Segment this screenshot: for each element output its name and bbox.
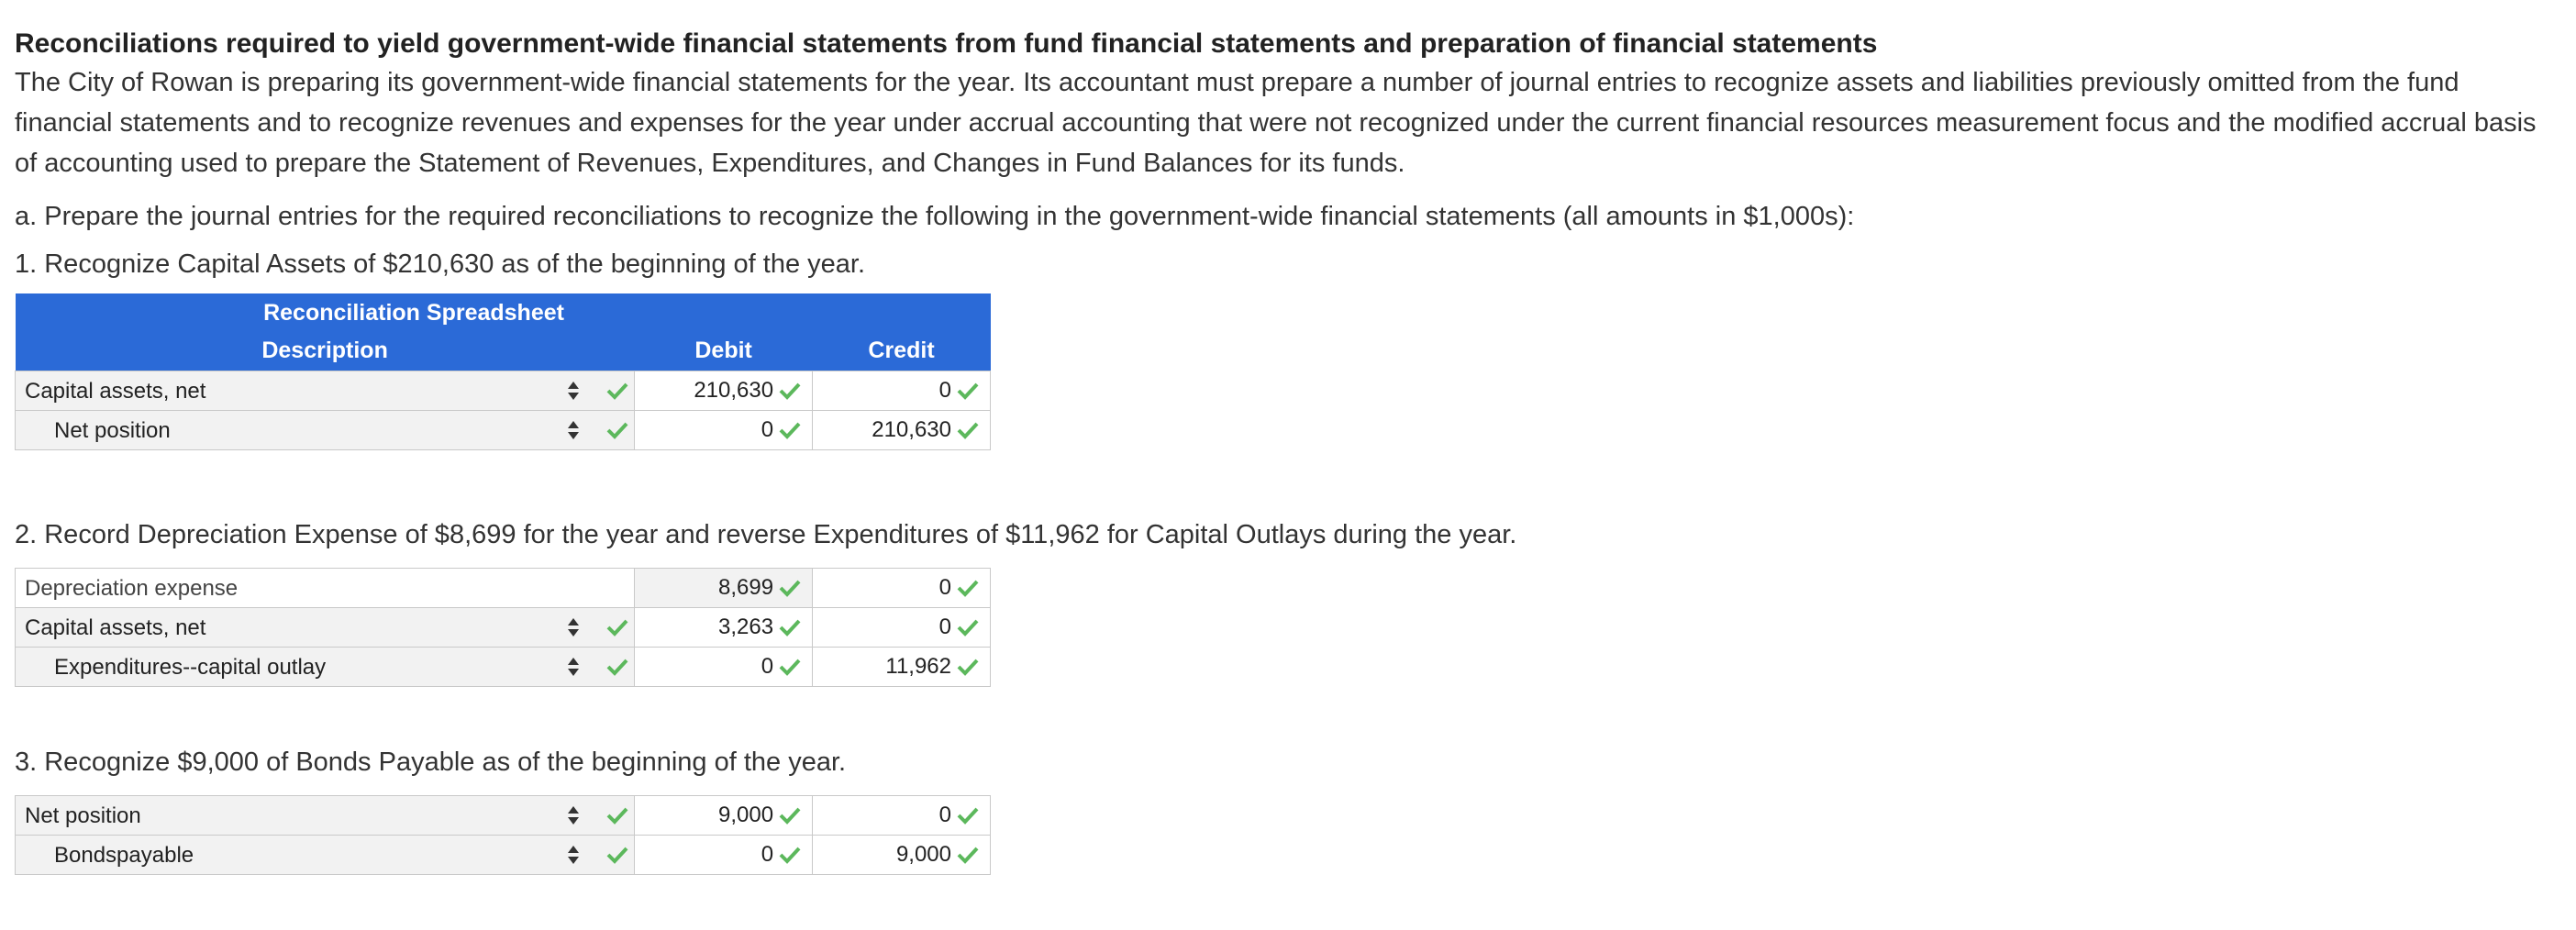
checkmark-icon	[779, 658, 801, 676]
debit-input[interactable]	[635, 647, 813, 686]
credit-value: 0	[938, 802, 951, 827]
credit-input[interactable]	[813, 410, 991, 449]
description-select[interactable]	[16, 607, 635, 647]
checkmark-icon	[779, 579, 801, 597]
credit-input[interactable]	[813, 835, 991, 874]
credit-value: 0	[938, 614, 951, 639]
spreadsheet-title: Reconciliation Spreadsheet	[16, 293, 813, 332]
debit-value: 0	[761, 841, 774, 867]
checkmark-icon	[779, 846, 801, 864]
debit-input[interactable]	[635, 568, 813, 607]
table-row	[16, 410, 991, 449]
reconciliation-table-1	[15, 293, 991, 450]
description-value: Depreciation expense	[25, 575, 239, 601]
description-select[interactable]	[16, 835, 635, 874]
credit-value: 9,000	[895, 841, 951, 867]
description-value: Bondspayable	[54, 842, 194, 868]
debit-value: 3,263	[718, 614, 774, 639]
table-row	[16, 795, 991, 835]
problem-heading: Reconciliations required to yield government-wide financial statements from fund financial statements and preparation of financial statements	[15, 28, 1878, 59]
sort-arrows-icon	[566, 616, 581, 638]
step1-title: 1. Recognize Capital Assets of $210,630 as of the beginning of the year.	[15, 249, 866, 279]
debit-input[interactable]	[635, 607, 813, 647]
checkmark-icon	[957, 658, 979, 676]
debit-value: 0	[761, 653, 774, 679]
checkmark-icon	[957, 421, 979, 439]
checkmark-icon	[606, 618, 628, 637]
debit-value: 210,630	[694, 377, 774, 403]
checkmark-icon	[606, 846, 628, 864]
credit-input[interactable]	[813, 795, 991, 835]
debit-value: 9,000	[718, 802, 774, 827]
description-value: Capital assets, net	[25, 614, 206, 640]
col-header-debit: Debit	[635, 332, 813, 371]
checkmark-icon	[779, 421, 801, 439]
sort-arrows-icon	[566, 656, 581, 678]
description-select[interactable]	[16, 371, 635, 410]
description-select[interactable]	[16, 647, 635, 686]
description-select[interactable]	[16, 795, 635, 835]
checkmark-icon	[779, 806, 801, 825]
step2-title: 2. Record Depreciation Expense of $8,699 for the year and reverse Expenditures of $11,962 for Capital Outlays during the year.	[15, 519, 1517, 549]
checkmark-icon	[957, 579, 979, 597]
debit-input[interactable]	[635, 371, 813, 410]
reconciliation-table-2	[15, 568, 991, 687]
table-row	[16, 568, 991, 607]
checkmark-icon	[957, 846, 979, 864]
table-row	[16, 835, 991, 874]
credit-input[interactable]	[813, 568, 991, 607]
checkmark-icon	[606, 421, 628, 439]
description-cell	[16, 568, 635, 607]
sort-arrows-icon	[566, 419, 581, 441]
credit-input[interactable]	[813, 647, 991, 686]
step3-title: 3. Recognize $9,000 of Bonds Payable as of the beginning of the year.	[15, 747, 847, 777]
debit-value: 8,699	[718, 574, 774, 600]
description-select[interactable]	[16, 410, 635, 449]
checkmark-icon	[957, 806, 979, 825]
table-row	[16, 647, 991, 686]
credit-value: 11,962	[885, 653, 951, 679]
checkmark-icon	[957, 618, 979, 637]
checkmark-icon	[606, 806, 628, 825]
description-value: Capital assets, net	[25, 378, 206, 404]
col-header-credit: Credit	[813, 332, 991, 371]
description-value: Net position	[54, 417, 171, 443]
reconciliation-table-3	[15, 795, 991, 875]
col-header-description: Description	[16, 332, 635, 371]
checkmark-icon	[779, 382, 801, 400]
sort-arrows-icon	[566, 844, 581, 866]
problem-intro: The City of Rowan is preparing its government-wide financial statements for the year. Its accountant must prepare a number of journal entries to recognize assets and liabilities previously omitted from the fund financial statements and to recognize revenues and expenses for the year under accrual accounting that were not recognized under the current financial resources measurement focus and the modified accrual basis of accounting used to prepare the Statement of Revenues, Expenditures, and Changes in Fund Balances for its funds.	[15, 68, 2537, 178]
instruction-text: a. Prepare the journal entries for the required reconciliations to recognize the following in the government-wide financial statements (all amounts in $1,000s):	[15, 202, 1855, 231]
credit-value: 210,630	[872, 416, 951, 442]
checkmark-icon	[957, 382, 979, 400]
sort-arrows-icon	[566, 804, 581, 826]
credit-input[interactable]	[813, 371, 991, 410]
debit-input[interactable]	[635, 835, 813, 874]
description-value: Expenditures--capital outlay	[54, 654, 327, 680]
checkmark-icon	[606, 382, 628, 400]
problem-content	[15, 26, 2556, 875]
sort-arrows-icon	[566, 380, 581, 402]
checkmark-icon	[606, 658, 628, 676]
checkmark-icon	[779, 618, 801, 637]
credit-value: 0	[938, 574, 951, 600]
debit-input[interactable]	[635, 410, 813, 449]
table-row	[16, 607, 991, 647]
debit-value: 0	[761, 416, 774, 442]
debit-input[interactable]	[635, 795, 813, 835]
description-value: Net position	[25, 803, 141, 828]
table-row	[16, 371, 991, 410]
credit-input[interactable]	[813, 607, 991, 647]
credit-value: 0	[938, 377, 951, 403]
